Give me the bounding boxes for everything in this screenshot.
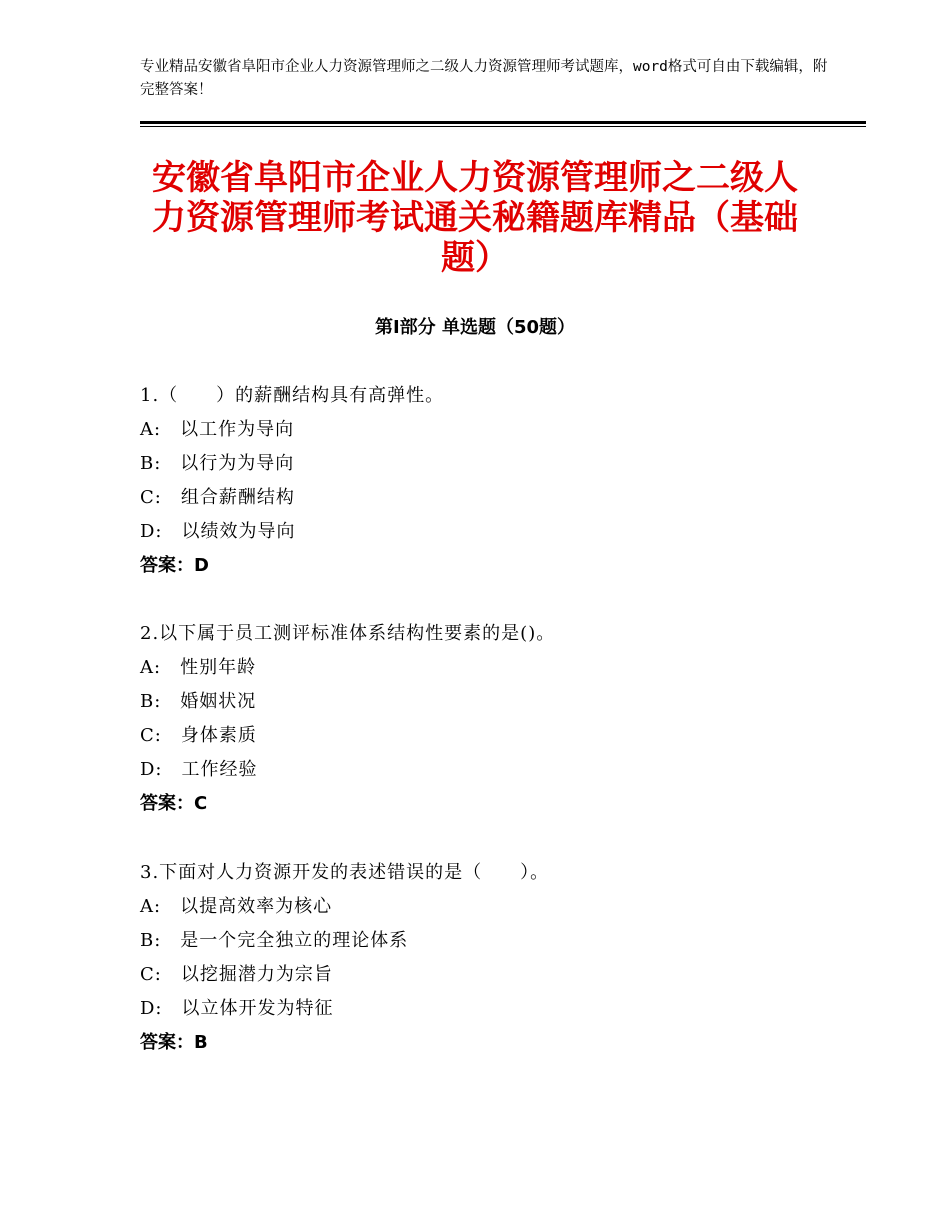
option-c: C: 组合薪酬结构 xyxy=(140,487,295,508)
document-title: 安徽省阜阳市企业人力资源管理师之二级人力资源管理师考试通关秘籍题库精品（基础题） xyxy=(152,158,798,278)
question-stem: 3.下面对人力资源开发的表述错误的是（ ）。 xyxy=(140,862,550,883)
question-stem: 1.（ ）的薪酬结构具有高弹性。 xyxy=(140,385,445,406)
option-a: A: 以工作为导向 xyxy=(140,419,295,440)
answer: 答案：D xyxy=(140,555,209,576)
option-d: D: 以立体开发为特征 xyxy=(140,998,334,1019)
answer: 答案：B xyxy=(140,1032,208,1053)
question-3 xyxy=(140,856,840,1060)
option-b: B: 是一个完全独立的理论体系 xyxy=(140,930,409,951)
section-heading: 第Ⅰ部分 单选题（50题） xyxy=(374,317,575,338)
option-d: D: 工作经验 xyxy=(140,759,258,780)
option-a: A: 以提高效率为核心 xyxy=(140,896,333,917)
option-b: B: 以行为为导向 xyxy=(140,453,295,474)
question-1 xyxy=(140,379,840,583)
option-b: B: 婚姻状况 xyxy=(140,691,257,712)
option-a: A: 性别年龄 xyxy=(140,657,257,678)
answer: 答案：C xyxy=(140,793,208,814)
option-d: D: 以绩效为导向 xyxy=(140,521,296,542)
option-c: C: 以挖掘潜力为宗旨 xyxy=(140,964,333,985)
header-rule-thin xyxy=(140,126,866,127)
question-2 xyxy=(140,617,840,821)
question-stem: 2.以下属于员工测评标准体系结构性要素的是()。 xyxy=(140,623,556,644)
header-note: 专业精品安徽省阜阳市企业人力资源管理师之二级人力资源管理师考试题库，word格式可自由下载编辑，附完整答案！ xyxy=(140,59,828,98)
option-c: C: 身体素质 xyxy=(140,725,257,746)
header-rule-thick xyxy=(140,121,866,124)
